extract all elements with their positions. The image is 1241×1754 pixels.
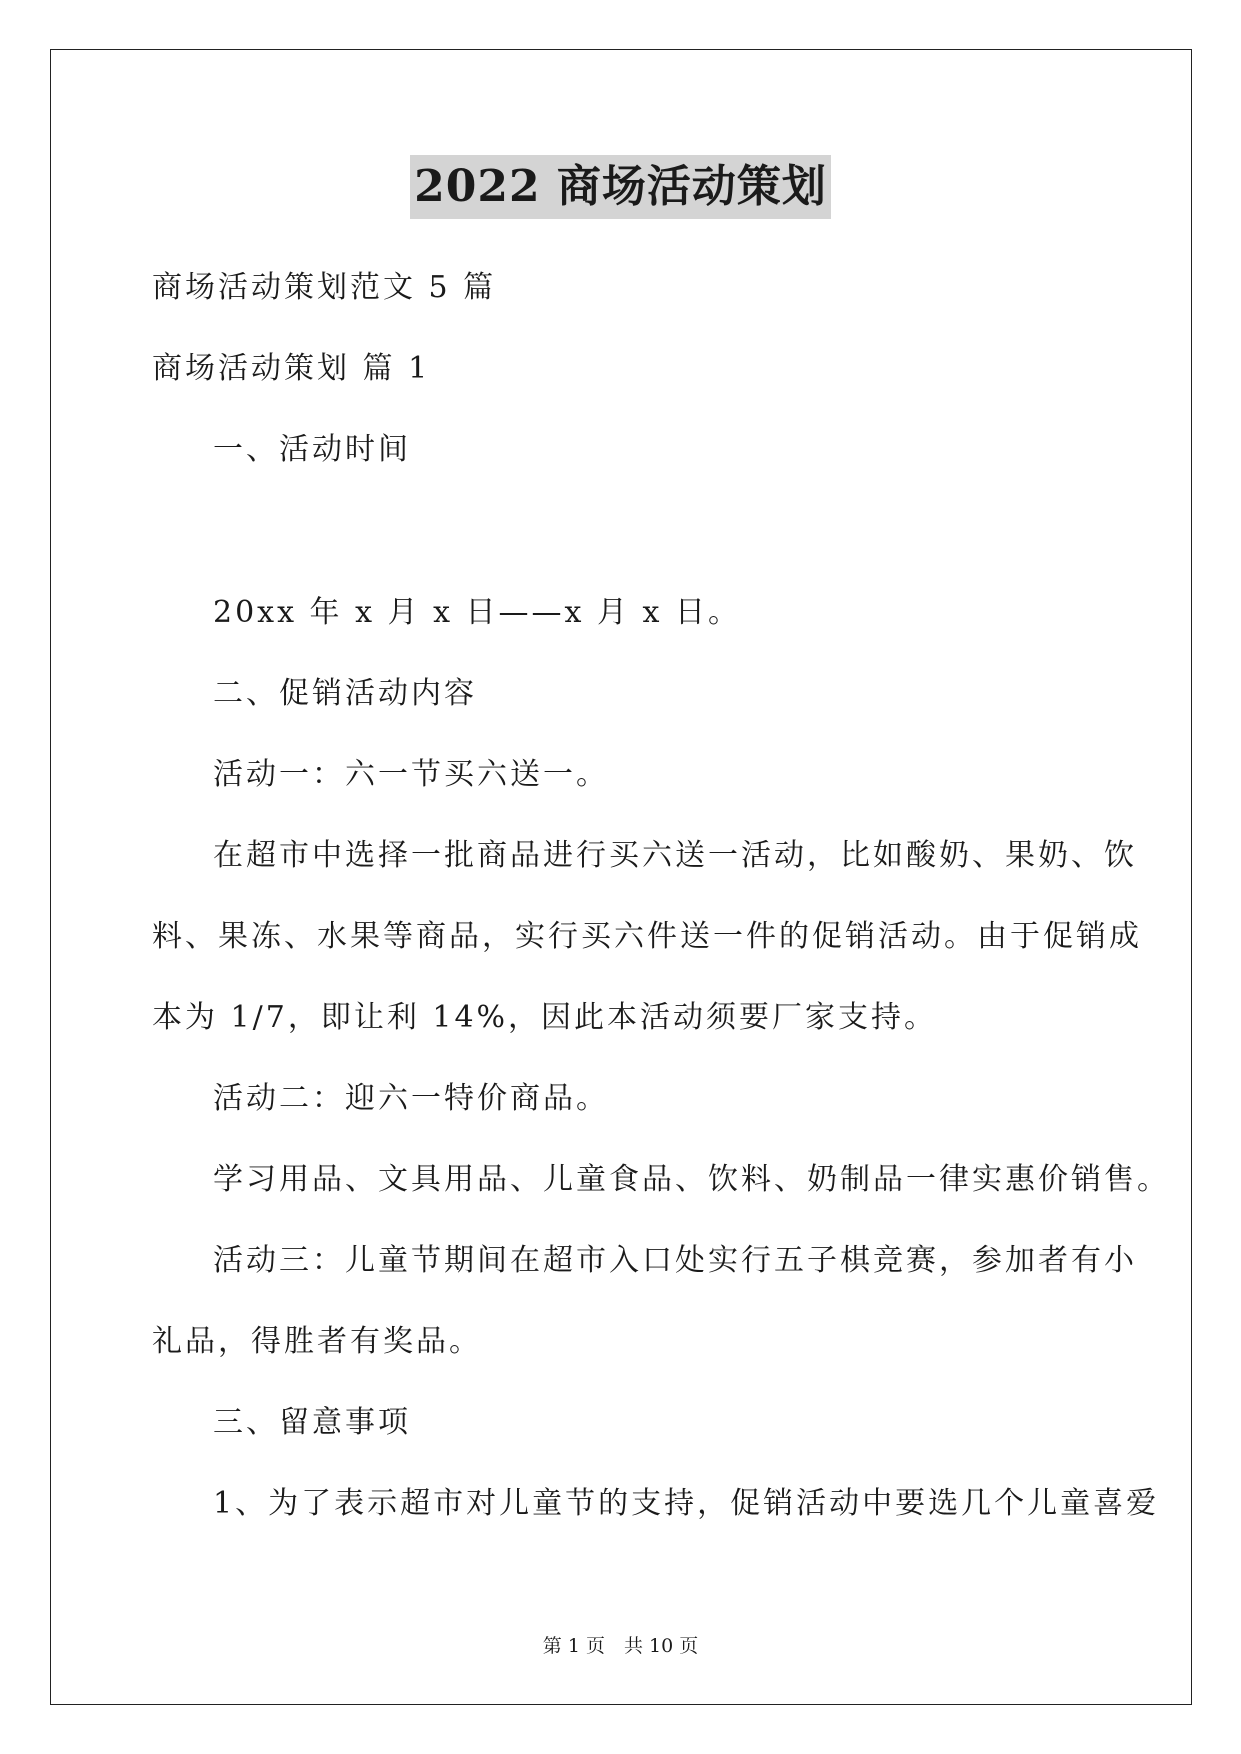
paragraph-line: 20xx 年 x 月 x 日——x 月 x 日。 <box>213 595 741 630</box>
title-wrap <box>0 155 1241 219</box>
section-heading: 一、活动时间 <box>213 432 411 467</box>
page-footer: 第 1 页 共 10 页 <box>542 1635 699 1657</box>
paragraph-line: 商场活动策划 篇 1 <box>152 351 431 386</box>
paragraph-line: 活动一：六一节买六送一。 <box>213 757 609 792</box>
paragraph-line: 活动三：儿童节期间在超市入口处实行五子棋竞赛，参加者有小 <box>213 1243 1137 1278</box>
section-heading: 三、留意事项 <box>213 1405 411 1440</box>
document-title: 2022 商场活动策划 <box>410 155 831 219</box>
paragraph-line: 活动二：迎六一特价商品。 <box>213 1081 609 1116</box>
paragraph-line: 本为 1/7，即让利 14%，因此本活动须要厂家支持。 <box>152 1000 938 1035</box>
paragraph-line: 1、为了表示超市对儿童节的支持，促销活动中要选几个儿童喜爱 <box>213 1486 1160 1521</box>
paragraph-line: 在超市中选择一批商品进行买六送一活动，比如酸奶、果奶、饮 <box>213 838 1137 873</box>
paragraph-line: 礼品，得胜者有奖品。 <box>152 1324 482 1359</box>
section-heading: 二、促销活动内容 <box>213 676 477 711</box>
paragraph-line: 学习用品、文具用品、儿童食品、饮料、奶制品一律实惠价销售。 <box>213 1162 1170 1197</box>
paragraph-line: 商场活动策划范文 5 篇 <box>152 270 497 305</box>
paragraph-line: 料、果冻、水果等商品，实行买六件送一件的促销活动。由于促销成 <box>152 919 1142 954</box>
